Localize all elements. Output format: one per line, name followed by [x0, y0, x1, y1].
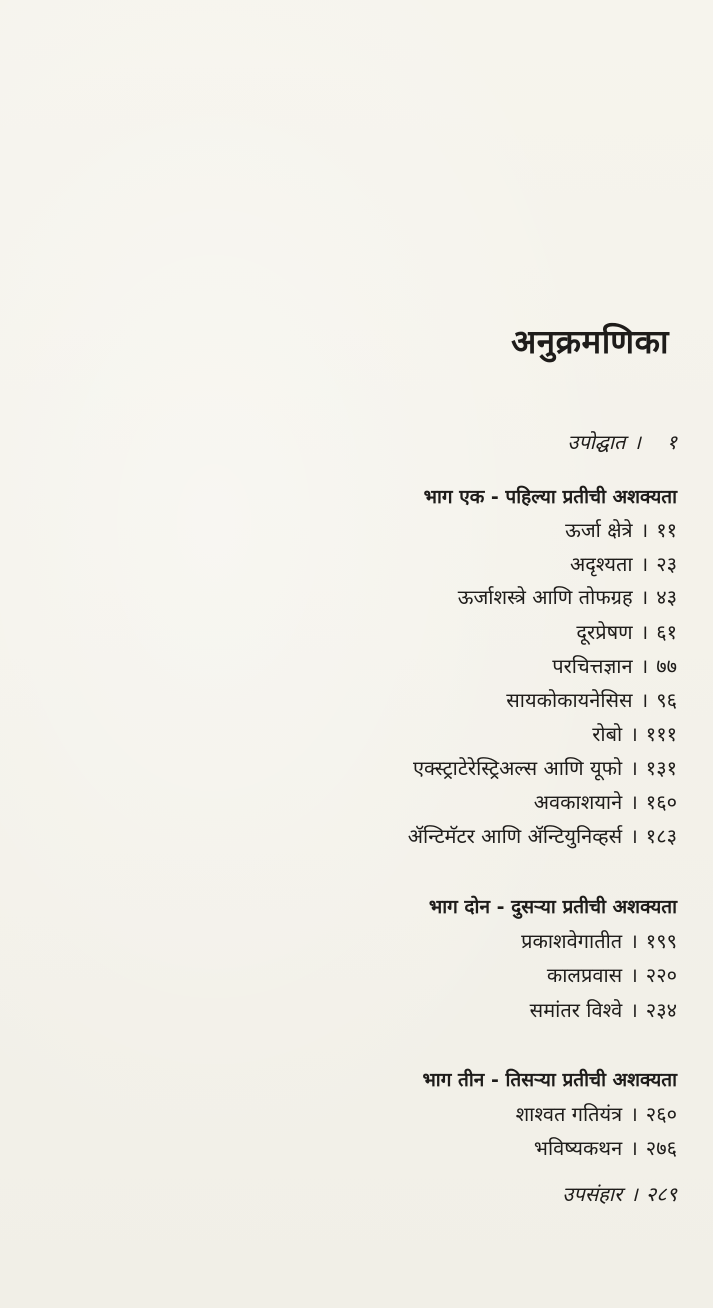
toc-page-number: २२०	[645, 963, 677, 987]
toc-separator: ।	[630, 1136, 638, 1160]
toc-page-number: २७६	[645, 1136, 677, 1160]
toc-page-number: ४३	[656, 585, 677, 609]
toc-entry	[521, 927, 677, 954]
toc-separator: ।	[640, 654, 649, 678]
toc-label: उपोद्घात	[567, 430, 626, 454]
toc-entry	[592, 720, 677, 747]
toc-separator: ।	[630, 929, 638, 953]
toc-label: शाश्वत गतियंत्र	[515, 1102, 623, 1126]
toc-label: एक्स्ट्राटेरेस्ट्रिअल्स आणि यूफो	[412, 756, 623, 780]
toc-entry	[534, 788, 677, 815]
toc-entry	[552, 652, 677, 679]
toc-entry	[570, 550, 677, 577]
toc-label: ॲन्टिमॅटर आणि ॲन्टियुनिव्हर्स	[407, 824, 623, 848]
part-three-heading: भाग तीन - तिसऱ्या प्रतीची अशक्यता	[422, 1069, 677, 1091]
toc-entry	[530, 996, 677, 1023]
toc-page-number: ७७	[656, 654, 677, 678]
toc-label: भविष्यकथन	[533, 1136, 623, 1160]
toc-separator: ।	[640, 552, 649, 576]
toc-label: परचित्तज्ञान	[552, 654, 633, 678]
part-one-heading: भाग एक - पहिल्या प्रतीची अशक्यता	[423, 486, 677, 508]
toc-entry	[506, 686, 677, 713]
toc-separator: ।	[630, 1102, 638, 1126]
toc-separator: ।	[630, 963, 638, 987]
toc-separator: ।	[640, 620, 649, 644]
toc-entry	[458, 583, 677, 610]
toc-page-number: २८९	[645, 1182, 677, 1206]
toc-entry	[534, 1134, 677, 1161]
toc-separator: ।	[640, 518, 649, 542]
toc-separator: ।	[630, 824, 638, 848]
toc-entry-outro	[562, 1180, 677, 1207]
toc-label: अवकाशयाने	[533, 790, 623, 814]
toc-entry	[516, 1100, 677, 1127]
part-two-heading: भाग दोन - दुसऱ्या प्रतीची अशक्यता	[428, 896, 677, 918]
toc-page-number: ९६	[656, 688, 677, 712]
toc-page-number: २६०	[645, 1102, 677, 1126]
toc-separator: ।	[630, 1182, 638, 1206]
toc-page-number: १६०	[645, 790, 677, 814]
toc-page-number: ६१	[656, 620, 677, 644]
toc-separator: ।	[630, 756, 638, 780]
toc-label: अदृश्यता	[570, 552, 633, 576]
toc-label: समांतर विश्वे	[529, 998, 623, 1022]
toc-label: ऊर्जा क्षेत्रे	[565, 518, 633, 542]
toc-separator: ।	[640, 688, 649, 712]
toc-separator: ।	[640, 585, 649, 609]
toc-label: दूरप्रेषण	[576, 620, 633, 644]
toc-page-number: १९९	[645, 929, 677, 953]
toc-label: सायकोकायनेसिस	[506, 688, 633, 712]
page-title: अनुक्रमणिका	[511, 322, 669, 361]
toc-separator: ।	[630, 998, 638, 1022]
toc-entry-intro	[567, 428, 677, 455]
toc-label: उपसंहार	[562, 1182, 623, 1206]
toc-separator: ।	[630, 790, 638, 814]
toc-entry	[547, 961, 677, 988]
toc-page-number: १११	[645, 722, 677, 746]
toc-entry	[408, 822, 677, 849]
toc-entry	[576, 618, 677, 645]
toc-label: रोबो	[592, 722, 623, 746]
toc-page-number: १३१	[645, 756, 677, 780]
toc-label: कालप्रवास	[546, 963, 623, 987]
toc-separator: ।	[630, 722, 638, 746]
toc-label: प्रकाशवेगातीत	[521, 929, 623, 953]
toc-page-number: १	[666, 430, 677, 454]
toc-label: ऊर्जाशस्त्रे आणि तोफग्रह	[457, 585, 633, 609]
toc-entry	[565, 516, 677, 543]
toc-page-number: १८३	[645, 824, 677, 848]
toc-entry	[413, 754, 677, 781]
toc-page-number: ११	[656, 518, 677, 542]
toc-separator: ।	[633, 430, 641, 454]
toc-page-number: २३	[656, 552, 677, 576]
toc-page-number: २३४	[645, 998, 677, 1022]
